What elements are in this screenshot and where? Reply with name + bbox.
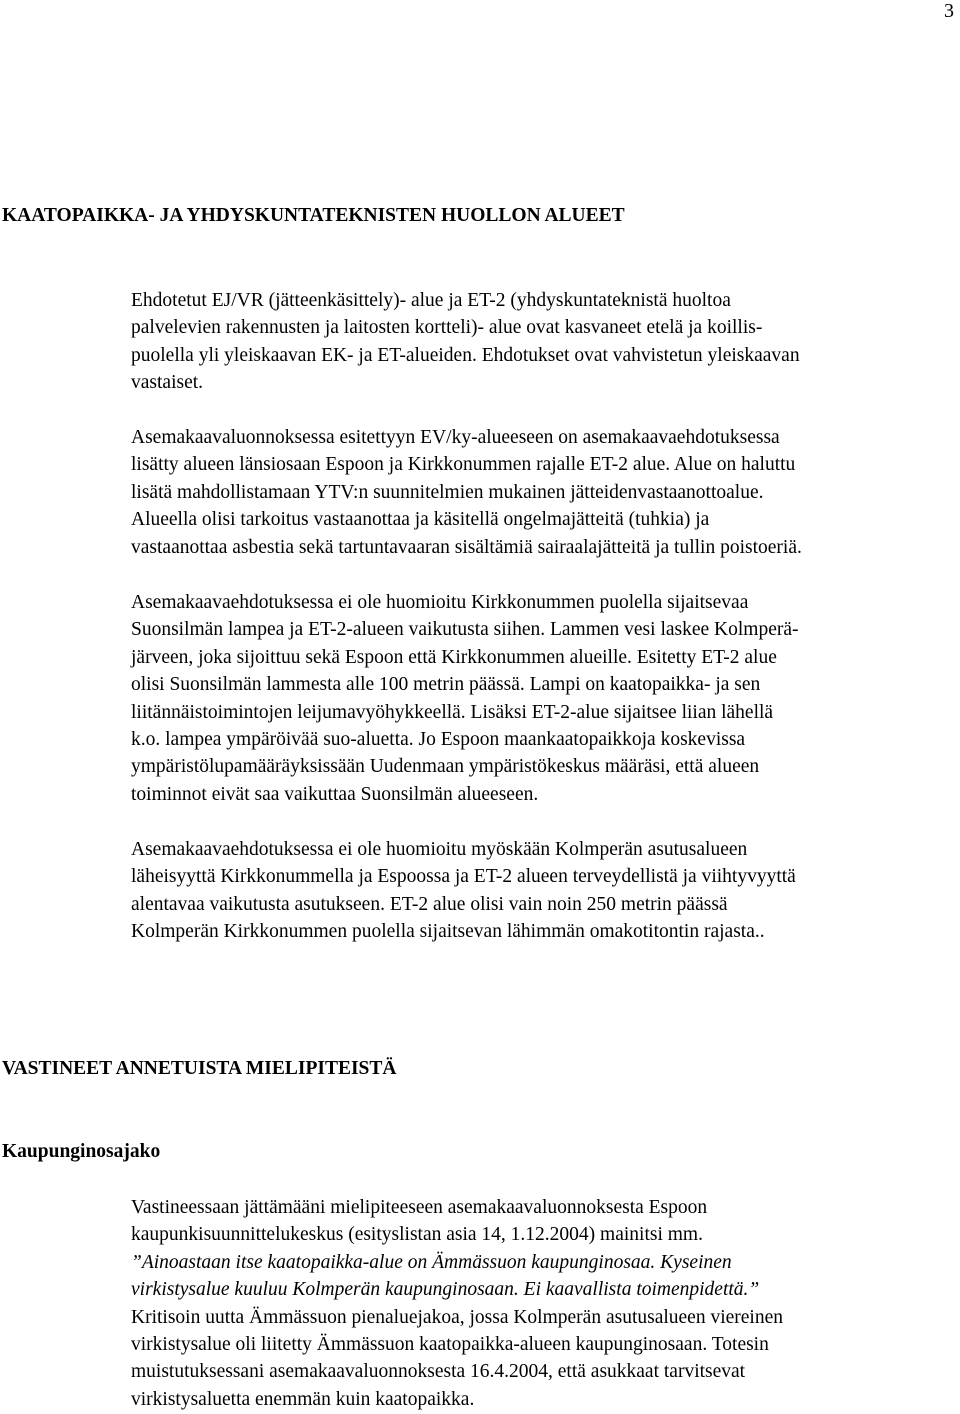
text-line: palvelevien rakennusten ja laitosten kortteli)- alue ovat kasvaneet etelä ja koillis- <box>131 317 763 339</box>
text-line: Suonsilmän lampea ja ET-2-alueen vaikutusta siihen. Lammen vesi laskee Kolmperä- <box>131 619 799 641</box>
text-line: toiminnot eivät saa vaikuttaa Suonsilmän alueeseen. <box>131 783 539 805</box>
quoted-text-line: virkistysalue kuuluu Kolmperän kaupunginosaan. Ei kaavallista toimenpidettä.” <box>131 1279 760 1301</box>
text-line: Vastineessaan jättämääni mielipiteeseen asemakaavaluonnoksesta Espoon <box>131 1197 708 1218</box>
text-line: läheisyyttä Kirkkonummella ja Espoossa ja ET-2 alueen terveydellistä ja viihtyvyyttä <box>131 866 796 888</box>
text-line: vastaanottaa asbestia sekä tartuntavaaran sisältämiä sairaalajätteitä ja tullin poistoeriä. <box>131 536 802 558</box>
text-line: lisätä mahdollistamaan YTV:n suunnitelmien mukainen jätteidenvastaanottoalue. <box>131 481 764 503</box>
text-line: ympäristölupamääräyksissään Uudenmaan ympäristökeskus määräsi, että alueen <box>131 756 760 778</box>
text-line: järveen, joka sijoittuu sekä Espoon että Kirkkonummen alueille. Esitetty ET-2 alue <box>131 646 777 668</box>
text-line: Asemakaavaluonnoksessa esitettyyn EV/ky-alueeseen on asemakaavaehdotuksessa <box>131 427 780 448</box>
text-line: Alueella olisi tarkoitus vastaanottaa ja käsitellä ongelmajätteitä (tuhkia) ja <box>131 509 710 531</box>
text-line: Ehdotetut EJ/VR (jätteenkäsittely)- alue ja ET-2 (yhdyskuntateknistä huoltoa <box>131 290 731 311</box>
text-line: liitännäistoimintojen leijumavyöhykkeellä. Lisäksi ET-2-alue sijaitsee liian lähellä <box>131 701 774 723</box>
text-line: muistutuksessani asemakaavaluonnoksesta 16.4.2004, että asukkaat tarvitsevat <box>131 1361 746 1383</box>
text-line: lisätty alueen länsiosaan Espoon ja Kirkkonummen rajalle ET-2 alue. Alue on haluttu <box>131 454 796 476</box>
section-heading-responses: VASTINEET ANNETUISTA MIELIPITEISTÄ <box>2 1058 397 1079</box>
page-number: 3 <box>944 0 954 22</box>
text-line: Asemakaavaehdotuksessa ei ole huomioitu Kirkkonummen puolella sijaitsevaa <box>131 592 749 613</box>
paragraph-suonsilma-pond <box>131 589 946 808</box>
text-line: virkistysaluetta enemmän kuin kaatopaikka. <box>131 1388 475 1410</box>
subheading-district-division: Kaupunginosajako <box>2 1141 161 1162</box>
text-line: alentavaa vaikutusta asutukseen. ET-2 alue olisi vain noin 250 metrin päässä <box>131 893 728 915</box>
paragraph-kolmpera-residential <box>131 836 946 946</box>
text-line: Asemakaavaehdotuksessa ei ole huomioitu myöskään Kolmperän asutusalueen <box>131 839 748 860</box>
text-line: Kritisoin uutta Ämmässuon pienaluejakoa, jossa Kolmperän asutusalueen viereinen <box>131 1306 784 1328</box>
quoted-text-line: ”Ainoastaan itse kaatopaikka-alue on Ämmässuon kaupunginosaa. Kyseinen <box>131 1251 732 1273</box>
text-line: k.o. lampea ympäröivää suo-aluetta. Jo Espoon maankaatopaikkoja koskevissa <box>131 729 746 751</box>
paragraph-proposals <box>131 287 946 397</box>
text-line: vastaiset. <box>131 372 204 394</box>
paragraph-district-division <box>131 1194 946 1413</box>
paragraph-et2-area <box>131 424 946 561</box>
text-line: virkistysalue oli liitetty Ämmässuon kaatopaikka-alueen kaupunginosaan. Totesin <box>131 1334 769 1356</box>
text-line: kaupunkisuunnittelukeskus (esityslistan asia 14, 1.12.2004) mainitsi mm. <box>131 1224 703 1246</box>
section-heading-landfill-areas: KAATOPAIKKA- JA YHDYSKUNTATEKNISTEN HUOLLON ALUEET <box>2 205 625 226</box>
text-line: olisi Suonsilmän lammesta alle 100 metrin päässä. Lampi on kaatopaikka- ja sen <box>131 674 761 696</box>
text-line: Kolmperän Kirkkonummen puolella sijaitsevan lähimmän omakotitontin rajasta.. <box>131 921 765 943</box>
text-line: puolella yli yleiskaavan EK- ja ET-alueiden. Ehdotukset ovat vahvistetun yleiskaavan <box>131 344 800 366</box>
